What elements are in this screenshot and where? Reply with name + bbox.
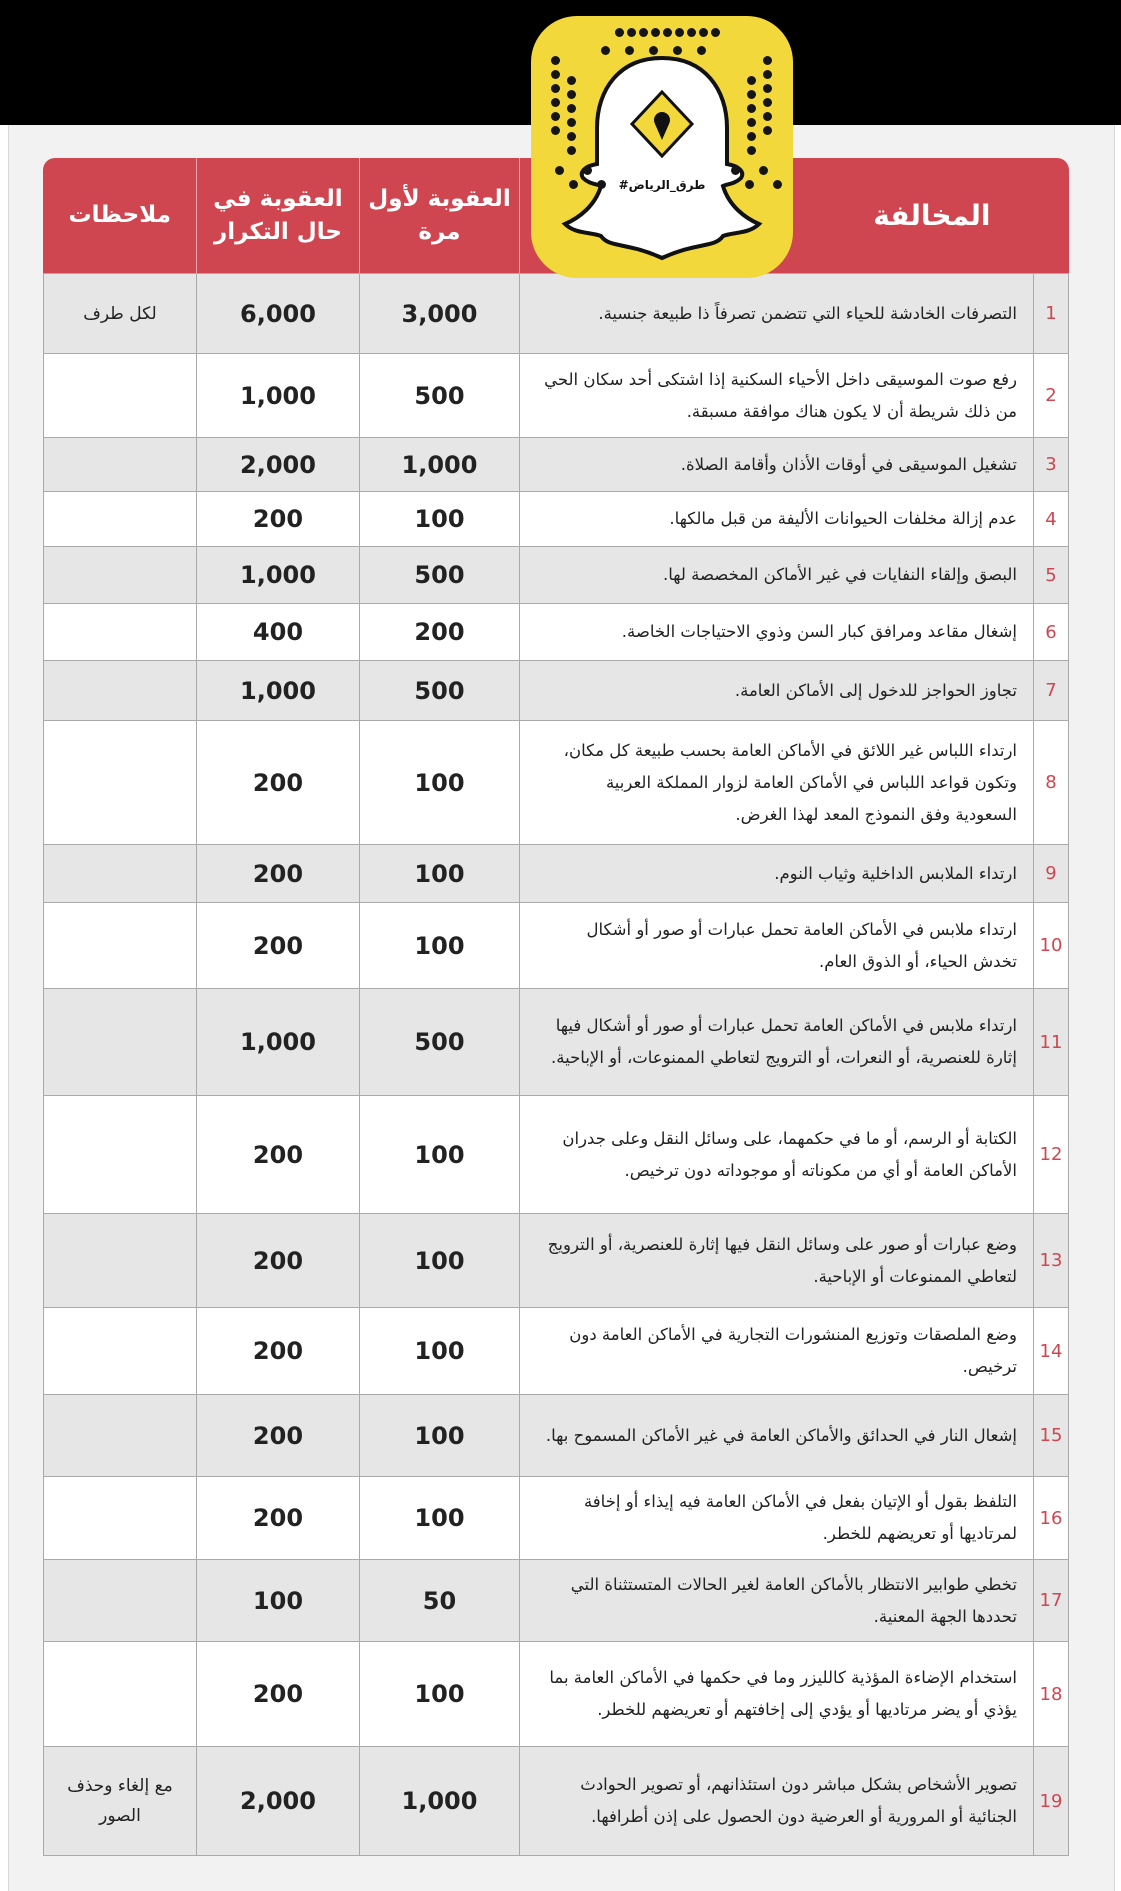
violations-table bbox=[44, 158, 1069, 1875]
row-note bbox=[43, 1214, 196, 1308]
row-violation: إشغال مقاعد ومرافق كبار السن وذوي الاحتياجات الخاصة. bbox=[519, 604, 1033, 661]
row-repeat-penalty: 2,000 bbox=[196, 1747, 359, 1856]
snapcode-dot bbox=[763, 126, 772, 135]
snapcode-dot bbox=[747, 104, 756, 113]
snapcode-dot bbox=[567, 132, 576, 141]
table-row bbox=[43, 354, 1068, 438]
row-number: 9 bbox=[1034, 845, 1069, 903]
snapcode-dot bbox=[567, 104, 576, 113]
snapcode-dot bbox=[551, 98, 560, 107]
row-number: 12 bbox=[1034, 1096, 1069, 1214]
row-first-penalty: 3,000 bbox=[359, 274, 519, 354]
snapcode-dot bbox=[555, 166, 564, 175]
row-repeat-penalty: 200 bbox=[196, 845, 359, 903]
snapcode-label: #طرق_الرياض bbox=[618, 178, 706, 192]
table-row bbox=[43, 1395, 1068, 1477]
table-row bbox=[43, 1747, 1068, 1856]
table-row bbox=[43, 1642, 1068, 1747]
snapcode-dot bbox=[763, 112, 772, 121]
snapcode-dot bbox=[567, 90, 576, 99]
row-violation: التلفظ بقول أو الإتيان بفعل في الأماكن العامة فيه إيذاء أو إخافة لمرتاديها أو تعريضهم للخطر. bbox=[519, 1477, 1033, 1560]
row-repeat-penalty: 1,000 bbox=[196, 661, 359, 721]
snapcode-dot bbox=[567, 76, 576, 85]
row-note bbox=[43, 721, 196, 845]
row-repeat-penalty: 200 bbox=[196, 1096, 359, 1214]
header-first-penalty: العقوبة لأول مرة bbox=[359, 158, 519, 274]
row-repeat-penalty: 400 bbox=[196, 604, 359, 661]
row-note bbox=[43, 845, 196, 903]
snapcode-dot bbox=[763, 98, 772, 107]
snapcode-dot bbox=[601, 46, 610, 55]
row-first-penalty: 500 bbox=[359, 547, 519, 604]
snapcode-dot bbox=[673, 46, 682, 55]
snapcode-dot bbox=[551, 56, 560, 65]
row-first-penalty: 1,000 bbox=[359, 1747, 519, 1856]
row-violation: ارتداء ملابس في الأماكن العامة تحمل عبارات أو صور أو أشكال تخدش الحياء، أو الذوق العام. bbox=[519, 903, 1033, 989]
row-violation: إشعال النار في الحدائق والأماكن العامة في غير الأماكن المسموح بها. bbox=[519, 1395, 1033, 1477]
row-violation: ارتداء ملابس في الأماكن العامة تحمل عبارات أو صور أو أشكال فيها إثارة للعنصرية، أو النعرات، أو الترويج لتعاطي الممنوعات، أو الإباحية. bbox=[519, 989, 1033, 1096]
row-violation: الكتابة أو الرسم، أو ما في حكمهما، على وسائل النقل وعلى جدران الأماكن العامة أو أي من مكوناته أو موجوداته دون ترخيص. bbox=[519, 1096, 1033, 1214]
row-number: 3 bbox=[1034, 438, 1069, 492]
snapcode-dot bbox=[747, 146, 756, 155]
row-first-penalty: 100 bbox=[359, 1395, 519, 1477]
row-first-penalty: 100 bbox=[359, 1477, 519, 1560]
row-note bbox=[43, 1308, 196, 1395]
snapcode-dot bbox=[551, 126, 560, 135]
snapcode-dot bbox=[697, 46, 706, 55]
snapcode-dot bbox=[551, 112, 560, 121]
row-note bbox=[43, 492, 196, 547]
snapcode-dot bbox=[651, 28, 660, 37]
row-note bbox=[43, 1642, 196, 1747]
row-note bbox=[43, 1560, 196, 1642]
row-violation: عدم إزالة مخلفات الحيوانات الأليفة من قبل مالكها. bbox=[519, 492, 1033, 547]
row-number: 5 bbox=[1034, 547, 1069, 604]
row-first-penalty: 100 bbox=[359, 1096, 519, 1214]
snapcode-dot bbox=[747, 90, 756, 99]
row-number: 16 bbox=[1034, 1477, 1069, 1560]
snapcode-dot bbox=[567, 118, 576, 127]
snapcode-dot bbox=[699, 28, 708, 37]
row-note bbox=[43, 989, 196, 1096]
table-row bbox=[43, 1096, 1068, 1214]
snapcode-dot bbox=[567, 146, 576, 155]
header-violation: المخالفة bbox=[519, 158, 1068, 274]
row-violation: تجاوز الحواجز للدخول إلى الأماكن العامة. bbox=[519, 661, 1033, 721]
snapcode-dot bbox=[663, 28, 672, 37]
row-violation: وضع عبارات أو صور على وسائل النقل فيها إثارة للعنصرية، أو الترويج لتعاطي الممنوعات أو الإباحية. bbox=[519, 1214, 1033, 1308]
row-note: مع إلغاء وحذف الصور bbox=[43, 1747, 196, 1856]
snapcode-dot bbox=[639, 28, 648, 37]
snapcode-dot bbox=[675, 28, 684, 37]
row-first-penalty: 500 bbox=[359, 354, 519, 438]
table-row bbox=[43, 1308, 1068, 1395]
row-violation: وضع الملصقات وتوزيع المنشورات التجارية في الأماكن العامة دون ترخيص. bbox=[519, 1308, 1033, 1395]
table-row bbox=[43, 274, 1068, 354]
table-row bbox=[43, 845, 1068, 903]
row-note: لكل طرف bbox=[43, 274, 196, 354]
snapcode-dot bbox=[759, 166, 768, 175]
row-repeat-penalty: 200 bbox=[196, 1642, 359, 1747]
row-first-penalty: 200 bbox=[359, 604, 519, 661]
row-repeat-penalty: 1,000 bbox=[196, 354, 359, 438]
snapcode-dot bbox=[551, 84, 560, 93]
row-violation: تشغيل الموسيقى في أوقات الأذان وأقامة الصلاة. bbox=[519, 438, 1033, 492]
row-number: 15 bbox=[1034, 1395, 1069, 1477]
row-repeat-penalty: 200 bbox=[196, 492, 359, 547]
row-number: 17 bbox=[1034, 1560, 1069, 1642]
row-number: 1 bbox=[1034, 274, 1069, 354]
snapcode-dot bbox=[745, 180, 754, 189]
row-repeat-penalty: 1,000 bbox=[196, 547, 359, 604]
row-number: 19 bbox=[1034, 1747, 1069, 1856]
table-row bbox=[43, 1560, 1068, 1642]
snapcode-dot bbox=[711, 28, 720, 37]
table-row bbox=[43, 721, 1068, 845]
snapcode-dot bbox=[649, 46, 658, 55]
table-row bbox=[43, 989, 1068, 1096]
table-row bbox=[43, 1214, 1068, 1308]
table-row bbox=[43, 661, 1068, 721]
row-first-penalty: 100 bbox=[359, 845, 519, 903]
row-note bbox=[43, 1395, 196, 1477]
row-repeat-penalty: 200 bbox=[196, 1214, 359, 1308]
row-violation: تصوير الأشخاص بشكل مباشر دون استئذانهم، أو تصوير الحوادث الجنائية أو المرورية أو العرضية دون الحصول على إذن أطرافها. bbox=[519, 1747, 1033, 1856]
row-number: 11 bbox=[1034, 989, 1069, 1096]
row-note bbox=[43, 661, 196, 721]
row-violation: البصق وإلقاء النفايات في غير الأماكن المخصصة لها. bbox=[519, 547, 1033, 604]
row-repeat-penalty: 200 bbox=[196, 1477, 359, 1560]
row-first-penalty: 1,000 bbox=[359, 438, 519, 492]
row-note bbox=[43, 438, 196, 492]
table-row bbox=[43, 547, 1068, 604]
header-repeat-penalty: العقوبة في حال التكرار bbox=[196, 158, 359, 274]
row-violation: رفع صوت الموسيقى داخل الأحياء السكنية إذا اشتكى أحد سكان الحي من ذلك شريطة أن لا يكون هناك موافقة مسبقة. bbox=[519, 354, 1033, 438]
header-notes: ملاحظات bbox=[43, 158, 196, 274]
row-first-penalty: 500 bbox=[359, 661, 519, 721]
row-first-penalty: 100 bbox=[359, 492, 519, 547]
row-first-penalty: 100 bbox=[359, 721, 519, 845]
row-number: 10 bbox=[1034, 903, 1069, 989]
row-repeat-penalty: 2,000 bbox=[196, 438, 359, 492]
snapcode-dot bbox=[747, 76, 756, 85]
row-number: 7 bbox=[1034, 661, 1069, 721]
row-repeat-penalty: 1,000 bbox=[196, 989, 359, 1096]
row-number: 2 bbox=[1034, 354, 1069, 438]
table-row bbox=[43, 1477, 1068, 1560]
row-number: 4 bbox=[1034, 492, 1069, 547]
row-note bbox=[43, 1477, 196, 1560]
snapcode-dot bbox=[583, 166, 592, 175]
row-violation: التصرفات الخادشة للحياء التي تتضمن تصرفاً ذا طبيعة جنسية. bbox=[519, 274, 1033, 354]
row-first-penalty: 50 bbox=[359, 1560, 519, 1642]
snapcode[interactable] bbox=[531, 16, 793, 278]
snapcode-dot bbox=[747, 118, 756, 127]
row-repeat-penalty: 100 bbox=[196, 1560, 359, 1642]
snapcode-dot bbox=[763, 70, 772, 79]
table-row bbox=[43, 438, 1068, 492]
row-repeat-penalty: 200 bbox=[196, 721, 359, 845]
row-violation: تخطي طوابير الانتظار بالأماكن العامة لغير الحالات المتستثناة التي تحددها الجهة المعنية. bbox=[519, 1560, 1033, 1642]
row-number: 14 bbox=[1034, 1308, 1069, 1395]
snapcode-dot bbox=[625, 46, 634, 55]
row-violation: ارتداء اللباس غير اللائق في الأماكن العامة بحسب طبيعة كل مكان، وتكون قواعد اللباس في الأماكن العامة لزوار المملكة العربية السعودية وفق النموذج المعد لهذا الغرض. bbox=[519, 721, 1033, 845]
row-repeat-penalty: 200 bbox=[196, 1308, 359, 1395]
row-number: 18 bbox=[1034, 1642, 1069, 1747]
snapcode-dot bbox=[569, 180, 578, 189]
row-note bbox=[43, 604, 196, 661]
table-row bbox=[43, 604, 1068, 661]
row-violation: استخدام الإضاءة المؤذية كالليزر وما في حكمها في الأماكن العامة بما يؤذي أو يضر مرتاديها أو يؤدي إلى إخافتهم أو تعريضهم للخطر. bbox=[519, 1642, 1033, 1747]
row-number: 6 bbox=[1034, 604, 1069, 661]
row-repeat-penalty: 6,000 bbox=[196, 274, 359, 354]
row-note bbox=[43, 547, 196, 604]
row-number: 8 bbox=[1034, 721, 1069, 845]
snapcode-dot bbox=[763, 84, 772, 93]
table-row bbox=[43, 903, 1068, 989]
snapcode-dot bbox=[747, 132, 756, 141]
row-repeat-penalty: 200 bbox=[196, 1395, 359, 1477]
snapcode-dot bbox=[597, 180, 606, 189]
row-note bbox=[43, 354, 196, 438]
row-first-penalty: 100 bbox=[359, 903, 519, 989]
row-first-penalty: 100 bbox=[359, 1308, 519, 1395]
snapcode-dot bbox=[627, 28, 636, 37]
table-row bbox=[43, 492, 1068, 547]
row-note bbox=[43, 903, 196, 989]
snapcode-dot bbox=[551, 70, 560, 79]
row-repeat-penalty: 200 bbox=[196, 903, 359, 989]
snapcode-dot bbox=[773, 180, 782, 189]
row-first-penalty: 100 bbox=[359, 1642, 519, 1747]
row-number: 13 bbox=[1034, 1214, 1069, 1308]
snapcode-dot bbox=[763, 56, 772, 65]
row-first-penalty: 500 bbox=[359, 989, 519, 1096]
snapcode-dot bbox=[615, 28, 624, 37]
row-violation: ارتداء الملابس الداخلية وثياب النوم. bbox=[519, 845, 1033, 903]
row-note bbox=[43, 1096, 196, 1214]
snapcode-dot bbox=[731, 166, 740, 175]
snapcode-dot bbox=[687, 28, 696, 37]
row-first-penalty: 100 bbox=[359, 1214, 519, 1308]
